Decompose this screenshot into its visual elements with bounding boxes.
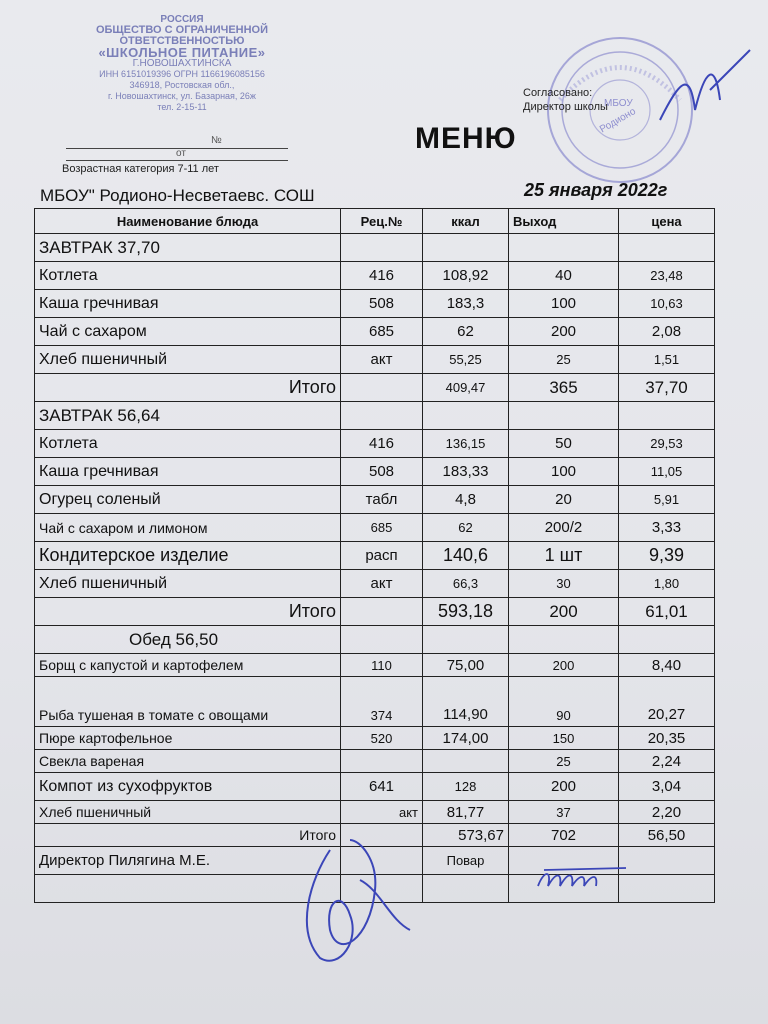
dish-kcal: 62 (423, 514, 509, 542)
dish-price: 29,53 (619, 430, 715, 458)
dish-kcal: 140,6 (423, 542, 509, 570)
dish-name: Каша гречнивая (35, 458, 341, 486)
table-row (35, 290, 715, 318)
total-kcal: 593,18 (423, 598, 509, 626)
section-title-breakfast1: ЗАВТРАК 37,70 (35, 234, 341, 262)
total-output: 200 (509, 598, 619, 626)
stamp-city: Г.НОВОШАХТИНСКА (132, 58, 232, 69)
school-name: МБОУ" Родионо-Несветаевс. СОШ (40, 186, 315, 205)
age-category: Возрастная категория 7-11 лет (62, 163, 219, 175)
stamp-phone: тел. 2-15-11 (157, 102, 207, 112)
table-row (35, 773, 715, 801)
cook-label: Повар (423, 847, 509, 875)
dish-name: Пюре картофельное (35, 727, 341, 750)
stamp-org-line2: ОТВЕТСТВЕННОСТЬЮ (119, 35, 245, 47)
total-kcal: 573,67 (423, 824, 509, 847)
total-row (35, 374, 715, 402)
section-row (35, 234, 715, 262)
dish-recipe: 641 (341, 773, 423, 801)
table-row (35, 514, 715, 542)
table-row (35, 727, 715, 750)
dish-name: Борщ с капустой и картофелем (35, 654, 341, 677)
dish-output: 30 (509, 570, 619, 598)
total-kcal: 409,47 (423, 374, 509, 402)
header-output: Выход (509, 209, 619, 234)
table-row (35, 677, 715, 727)
header-recipe: Рец.№ (341, 209, 423, 234)
dish-name: Огурец соленый (35, 486, 341, 514)
dish-kcal: 55,25 (423, 346, 509, 374)
dish-kcal: 66,3 (423, 570, 509, 598)
organization-stamp (52, 14, 312, 134)
approval-line1: Согласовано: (523, 87, 593, 99)
dish-recipe: 685 (341, 318, 423, 346)
dish-recipe: акт (341, 801, 423, 824)
total-price: 37,70 (619, 374, 715, 402)
dish-recipe: 685 (341, 514, 423, 542)
total-label: Итого (35, 824, 341, 847)
svg-text:МБОУ: МБОУ (604, 98, 633, 109)
dish-price: 11,05 (619, 458, 715, 486)
dish-kcal: 174,00 (423, 727, 509, 750)
total-output: 365 (509, 374, 619, 402)
table-row (35, 346, 715, 374)
dish-output: 200 (509, 773, 619, 801)
dish-output: 25 (509, 346, 619, 374)
date-label: от (176, 148, 186, 159)
footer-row (35, 847, 715, 875)
dish-output: 20 (509, 486, 619, 514)
dish-output: 200 (509, 654, 619, 677)
table-header-row (35, 209, 715, 234)
dish-price: 20,35 (619, 727, 715, 750)
stamp-address2: г. Новошахтинск, ул. Базарная, 26ж (108, 91, 256, 101)
dish-kcal: 75,00 (423, 654, 509, 677)
dish-name: Чай с сахаром и лимоном (35, 514, 341, 542)
dish-price: 9,39 (619, 542, 715, 570)
section-row (35, 402, 715, 430)
dish-name: Компот из сухофруктов (35, 773, 341, 801)
dish-price: 3,33 (619, 514, 715, 542)
table-row (35, 654, 715, 677)
document-number-line (66, 136, 288, 158)
dish-kcal: 183,3 (423, 290, 509, 318)
dish-recipe: 508 (341, 290, 423, 318)
dish-price: 1,51 (619, 346, 715, 374)
header-price: цена (619, 209, 715, 234)
total-output: 702 (509, 824, 619, 847)
dish-recipe: акт (341, 570, 423, 598)
dish-output: 25 (509, 750, 619, 773)
table-row (35, 801, 715, 824)
number-label: № (211, 135, 222, 146)
dish-price: 2,24 (619, 750, 715, 773)
page-title: МЕНЮ (415, 122, 517, 155)
total-price: 56,50 (619, 824, 715, 847)
dish-output: 200/2 (509, 514, 619, 542)
dish-kcal: 4,8 (423, 486, 509, 514)
dish-output: 90 (509, 677, 619, 727)
dish-recipe: 374 (341, 677, 423, 727)
table-row (35, 458, 715, 486)
dish-recipe: 110 (341, 654, 423, 677)
dish-name: Кондитерское изделие (35, 542, 341, 570)
dish-name: Свекла вареная (35, 750, 341, 773)
menu-table (34, 208, 715, 903)
dish-output: 100 (509, 290, 619, 318)
total-price: 61,01 (619, 598, 715, 626)
approval-block (523, 86, 608, 114)
dish-price: 1,80 (619, 570, 715, 598)
dish-name: Чай с сахаром (35, 318, 341, 346)
table-row (35, 486, 715, 514)
dish-output: 200 (509, 318, 619, 346)
dish-kcal: 62 (423, 318, 509, 346)
dish-recipe: акт (341, 346, 423, 374)
dish-kcal: 108,92 (423, 262, 509, 290)
stamp-org-line1: ОБЩЕСТВО С ОГРАНИЧЕННОЙ (95, 24, 269, 36)
approval-line2: Директор школы (523, 101, 608, 113)
dish-price: 2,08 (619, 318, 715, 346)
table-row (35, 262, 715, 290)
dish-kcal (423, 750, 509, 773)
dish-price: 20,27 (619, 677, 715, 727)
dish-name: Котлета (35, 430, 341, 458)
dish-output: 40 (509, 262, 619, 290)
table-row (35, 570, 715, 598)
total-label: Итого (35, 374, 341, 402)
dish-name: Каша гречнивая (35, 290, 341, 318)
menu-date: 25 января 2022г (524, 180, 668, 200)
stamp-country: РОССИЯ (160, 14, 204, 25)
dish-recipe: табл (341, 486, 423, 514)
dish-recipe: 416 (341, 430, 423, 458)
dish-output: 150 (509, 727, 619, 750)
stamp-address1: 346918, Ростовская обл., (129, 80, 235, 90)
dish-name: Хлеб пшеничный (35, 570, 341, 598)
svg-text:Родионо: Родионо (597, 105, 638, 136)
table-row (35, 318, 715, 346)
empty-row (35, 875, 715, 903)
dish-kcal: 183,33 (423, 458, 509, 486)
dish-name: Рыба тушеная в томате с овощами (35, 677, 341, 727)
dish-recipe: расп (341, 542, 423, 570)
table-row (35, 430, 715, 458)
stamp-inn-ogrn: ИНН 6151019396 ОГРН 1166196085156 (99, 69, 265, 79)
stamp-company: «ШКОЛЬНОЕ ПИТАНИЕ» (98, 45, 266, 60)
dish-output: 1 шт (509, 542, 619, 570)
dish-output: 100 (509, 458, 619, 486)
dish-kcal: 81,77 (423, 801, 509, 824)
total-row (35, 598, 715, 626)
dish-output: 50 (509, 430, 619, 458)
header-name: Наименование блюда (35, 209, 341, 234)
director-signature-label: Директор Пилягина М.Е. (35, 847, 341, 875)
section-title-lunch: Обед 56,50 (35, 626, 341, 654)
dish-recipe (341, 750, 423, 773)
dish-price: 10,63 (619, 290, 715, 318)
dish-price: 3,04 (619, 773, 715, 801)
table-row (35, 542, 715, 570)
dish-price: 2,20 (619, 801, 715, 824)
table-row (35, 750, 715, 773)
dish-price: 8,40 (619, 654, 715, 677)
total-row (35, 824, 715, 847)
dish-kcal: 114,90 (423, 677, 509, 727)
dish-name: Хлеб пшеничный (35, 346, 341, 374)
header-kcal: ккал (423, 209, 509, 234)
section-title-breakfast2: ЗАВТРАК 56,64 (35, 402, 341, 430)
dish-kcal: 128 (423, 773, 509, 801)
dish-recipe: 520 (341, 727, 423, 750)
dish-name: Котлета (35, 262, 341, 290)
section-row (35, 626, 715, 654)
total-label: Итого (35, 598, 341, 626)
dish-name: Хлеб пшеничный (35, 801, 341, 824)
dish-price: 5,91 (619, 486, 715, 514)
dish-recipe: 508 (341, 458, 423, 486)
dish-price: 23,48 (619, 262, 715, 290)
dish-recipe: 416 (341, 262, 423, 290)
dish-output: 37 (509, 801, 619, 824)
dish-kcal: 136,15 (423, 430, 509, 458)
